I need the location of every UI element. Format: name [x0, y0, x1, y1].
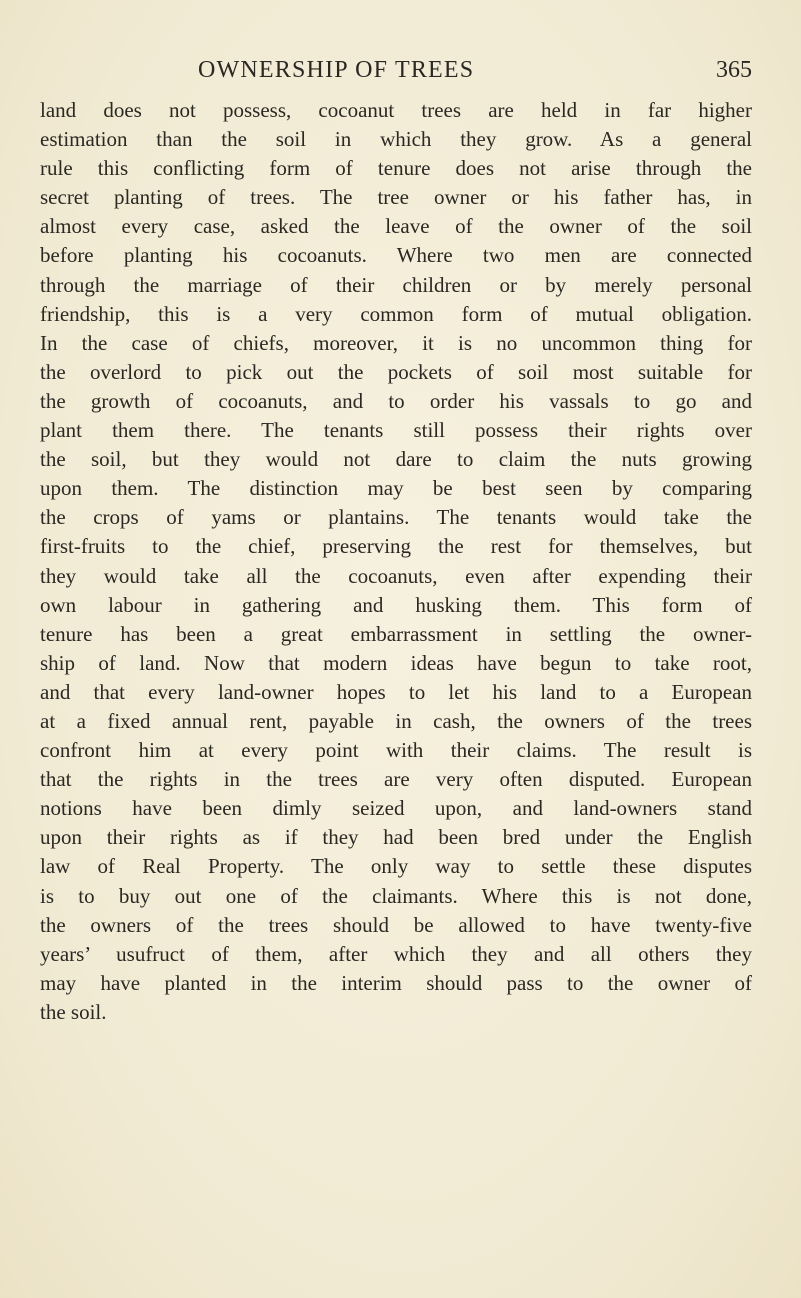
text-line: friendship, this is a very common form of mutual obligation.: [40, 301, 752, 326]
text-line: secret planting of trees. The tree owner or his father has, in: [40, 185, 752, 210]
text-line: first-fruits to the chief, preserving the rest for themselves, but: [40, 534, 752, 559]
text-line: and that every land-owner hopes to let his land to a European: [40, 679, 752, 704]
text-line: at a fixed annual rent, payable in cash, the owners of the trees: [40, 708, 752, 733]
running-head: OWNERSHIP OF TREES: [198, 57, 475, 83]
text-line: estimation than the soil in which they grow. As a general: [40, 127, 752, 152]
text-line: the soil.: [40, 999, 107, 1024]
text-line: that the rights in the trees are very often disputed. European: [40, 767, 752, 792]
text-line: confront him at every point with their claims. The result is: [40, 738, 752, 763]
text-line: they would take all the cocoanuts, even after expending their: [40, 563, 752, 588]
text-line: through the marriage of their children or by merely personal: [40, 272, 752, 297]
text-line: upon them. The distinction may be best seen by comparing: [40, 476, 752, 501]
text-line: the soil, but they would not dare to claim the nuts growing: [40, 447, 752, 472]
text-line: In the case of chiefs, moreover, it is no uncommon thing for: [40, 330, 752, 355]
text-line: the overlord to pick out the pockets of soil most suitable for: [40, 359, 752, 384]
text-line: plant them there. The tenants still possess their rights over: [40, 418, 752, 443]
text-line: own labour in gathering and husking them. This form of: [40, 592, 752, 617]
page-number: 365: [716, 57, 752, 83]
text-line: ship of land. Now that modern ideas have begun to take root,: [40, 650, 752, 675]
text-line: rule this conflicting form of tenure does not arise through the: [40, 156, 752, 181]
text-line: before planting his cocoanuts. Where two men are connected: [40, 243, 752, 268]
page-header: [40, 52, 752, 88]
text-line: upon their rights as if they had been bred under the English: [40, 825, 752, 850]
text-line: may have planted in the interim should pass to the owner of: [40, 970, 752, 995]
text-line: the owners of the trees should be allowed to have twenty-five: [40, 912, 752, 937]
text-line: notions have been dimly seized upon, and land-owners stand: [40, 796, 752, 821]
text-line: years’ usufruct of them, after which they and all others they: [40, 941, 752, 966]
text-line: the growth of cocoanuts, and to order his vassals to go and: [40, 388, 752, 413]
text-line: almost every case, asked the leave of the owner of the soil: [40, 214, 752, 239]
text-line: the crops of yams or plantains. The tenants would take the: [40, 505, 752, 530]
text-line: land does not possess, cocoanut trees are held in far higher: [40, 98, 752, 122]
body-text: [40, 96, 752, 1027]
text-line: tenure has been a great embarrassment in settling the owner-: [40, 621, 752, 646]
text-line: law of Real Property. The only way to settle these disputes: [40, 854, 752, 879]
text-line: is to buy out one of the claimants. Where this is not done,: [40, 883, 752, 908]
